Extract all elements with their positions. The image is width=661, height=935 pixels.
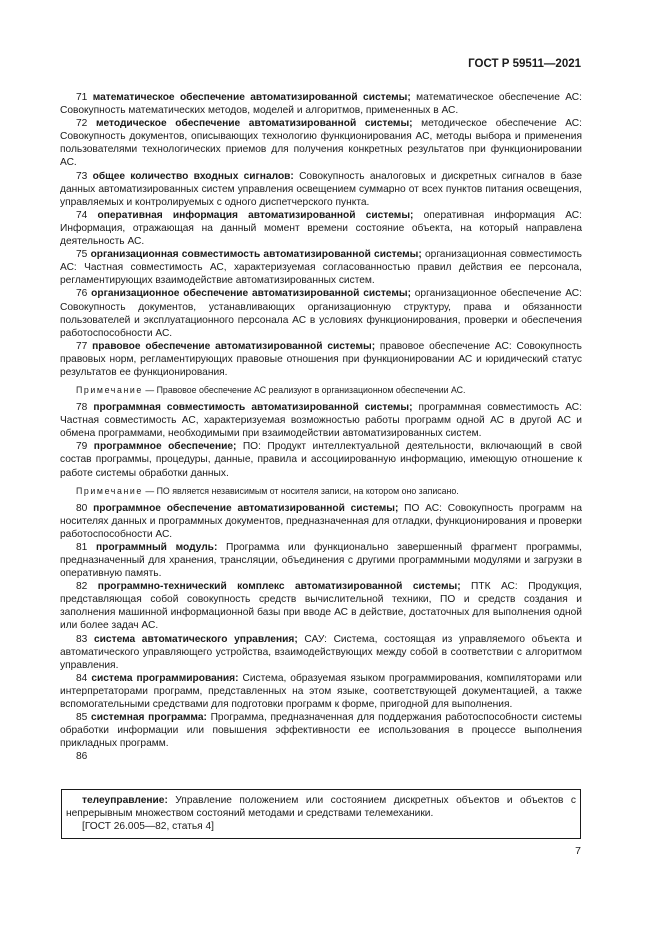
entry-term: программное обеспечение;: [93, 441, 237, 453]
entry-number: 81: [76, 541, 88, 553]
entry-definition: ПТК АС: Продукция, представляющая собой совокупность средств вычислительной техники, ПО и средств создания и заполнения машинной информационной базы при вводе АС в действие, достаточных для выполнения одной или более задач АС.: [60, 581, 582, 632]
document-header: ГОСТ Р 59511—2021: [468, 58, 581, 70]
entry-75: [60, 248, 582, 287]
entry-number: 76: [76, 288, 88, 300]
boxed-definition: [61, 789, 581, 839]
entry-term: программно-технический комплекс автоматизированной системы;: [97, 581, 461, 593]
entry-number: 75: [76, 249, 88, 261]
entry-number: 85: [76, 712, 88, 724]
entry-definition: САУ: Система, состоящая из управляемого объекта и автоматического управляющего устройства, взаимодействующих между собой в соответствии с алгоритмом управления.: [60, 633, 582, 671]
note-1: [60, 384, 582, 396]
note-text: — ПО является независимым от носителя записи, на котором оно записано.: [142, 485, 459, 496]
entry-84: [60, 672, 582, 711]
entry-term: оперативная информация автоматизированной системы;: [97, 209, 414, 221]
entry-74: [60, 209, 582, 248]
entry-definition: оперативная информация АС: Информация, отражающая на данный момент времени состояние объекта, на который направлена деятельность АС.: [60, 209, 582, 248]
entry-definition: ПО: Продукт интеллектуальной деятельности, включающий в свой состав программы, процедуры, данные, правила и ассоциированную информацию, имеющую отношение к работе системы обработки данных.: [60, 441, 582, 479]
note-text: — Правовое обеспечение АС реализуют в организационном обеспечении АС.: [142, 385, 466, 396]
entry-number: 73: [76, 170, 88, 182]
entry-number: 74: [76, 209, 88, 221]
entry-79: [60, 440, 582, 479]
note-2: [60, 485, 582, 497]
entry-71: [60, 91, 582, 117]
entry-term: методическое обеспечение автоматизированной системы;: [95, 118, 413, 130]
entry-definition: организационное обеспечение АС: Совокупность документов, устанавливающих организационную структуру, права и обязанности пользователей и эксплуатационного персонала АС в условиях функционирования, проверки и обеспечения работоспособности АС.: [60, 288, 582, 339]
boxed-source: [ГОСТ 26.005—82, статья 4]: [82, 821, 215, 833]
entry-definition: правовое обеспечение АС: Совокупность правовых норм, регламентирующих правовые отношения при функционировании АС и юридический статус результатов ее функционирования.: [60, 340, 582, 378]
entry-86: [60, 750, 582, 763]
entry-number: 83: [76, 633, 88, 645]
entry-term: система автоматического управления;: [93, 633, 298, 645]
entry-72: [60, 117, 582, 169]
entry-definition: Система, образуемая языком программирования, компиляторами или интерпретаторами программ, представленных на этом языке, соответствующей документацией, а также вспомогательными средствами для подготовки программ к форме, пригодной для выполнения.: [60, 672, 582, 711]
entry-definition: Программа или функционально завершенный фрагмент программы, предназначенный для хранения, трансляции, объединения с другими программными модулями и загрузки в оперативную память.: [60, 541, 582, 580]
note-label: Примечание: [76, 385, 143, 396]
entry-number: 79: [76, 441, 88, 453]
entry-term: организационное обеспечение автоматизированной системы;: [91, 288, 411, 300]
entry-number: 82: [76, 581, 88, 593]
entry-definition: организационная совместимость АС: Частная совместимость АС, характеризуемая согласованностью правил действия ее персонала, регламентирующих взаимодействие автоматизированных систем.: [60, 249, 582, 287]
entry-term: системная программа:: [91, 712, 207, 724]
entry-number: 78: [76, 402, 88, 414]
entry-82: [60, 580, 582, 632]
entry-definition: Совокупность аналоговых и дискретных сигналов в базе данных автоматизированных систем управления освещением суммарно от всех пунктов питания освещения, управляемых и контролируемых с одного диспетчерского пункта.: [60, 170, 582, 208]
entry-73: [60, 170, 582, 209]
entry-term: правовое обеспечение автоматизированной системы;: [92, 340, 376, 352]
entry-number: 72: [76, 118, 88, 130]
entry-80: [60, 502, 582, 541]
entry-term: телеуправление:: [82, 795, 168, 806]
entry-term: система программирования:: [91, 672, 239, 684]
entry-81: [60, 541, 582, 580]
entry-term: организационная совместимость автоматизированной системы;: [90, 249, 422, 261]
boxed-entry: [66, 794, 576, 820]
entry-definition: программная совместимость АС: Частная совместимость АС, характеризуемая возможностью работы программ одной АС в другой АС и обмена программами, необходимыми при взаимодействии автоматизированных систем.: [60, 402, 582, 440]
entry-number: 86: [76, 751, 88, 763]
entry-77: [60, 340, 582, 379]
entry-76: [60, 287, 582, 339]
entry-number: 80: [76, 502, 88, 514]
entry-number: 84: [76, 672, 88, 684]
entry-85: [60, 711, 582, 750]
entry-78: [60, 401, 582, 440]
entry-83: [60, 633, 582, 672]
entry-term: программный модуль:: [96, 541, 218, 553]
page-number: 7: [575, 845, 581, 857]
document-body: [60, 91, 582, 764]
entry-term: программная совместимость автоматизированной системы;: [93, 402, 413, 414]
entry-definition: методическое обеспечение АС: Совокупность документов, описывающих технологию функционирования АС, методы выбора и применения пользователями технологических приемов для получения конкретных результатов при функционировании АС.: [60, 118, 582, 169]
entry-definition: Управление положением или состоянием дискретных объектов и объектов с непрерывным множеством состояний методами и средствами телемеханики.: [66, 795, 576, 820]
note-label: Примечание: [76, 485, 143, 496]
entry-definition: математическое обеспечение АС: Совокупность математических методов, моделей и алгоритмов, примененных в АС.: [60, 92, 582, 117]
entry-term: общее количество входных сигналов:: [92, 170, 294, 182]
entry-definition: Программа, предназначенная для поддержания работоспособности системы обработки информации или повышения эффективности ее использования в процессе выполнения прикладных программ.: [60, 712, 582, 750]
entry-number: 71: [76, 92, 88, 103]
entry-number: 77: [76, 340, 88, 352]
entry-definition: ПО АС: Совокупность программ на носителях данных и программных документов, предназначенная для отладки, функционирования и проверки работоспособности АС.: [60, 502, 582, 540]
entry-term: программное обеспечение автоматизированной системы;: [93, 502, 399, 514]
entry-term: математическое обеспечение автоматизированной системы;: [92, 92, 411, 103]
